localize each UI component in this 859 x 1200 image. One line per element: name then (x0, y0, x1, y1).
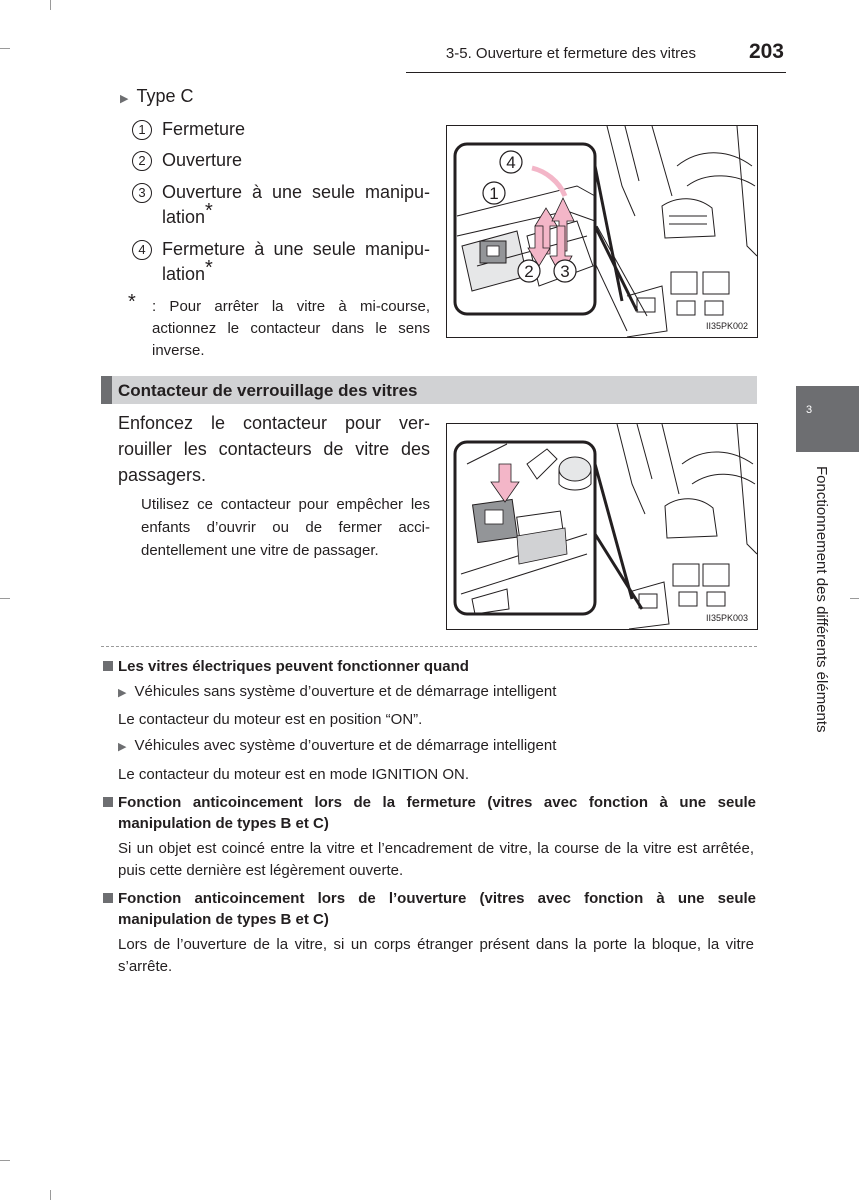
crop-mark (0, 48, 10, 49)
lock-instruction: Enfoncez le contacteur pour ver-rouiller les contacteurs de vitre des passagers. (118, 413, 430, 485)
callout-number: 2 (132, 151, 152, 171)
footnote-star: * (128, 291, 136, 313)
square-bullet-icon (103, 893, 113, 903)
list-item (162, 237, 430, 287)
page-number: 203 (748, 40, 784, 63)
note-text: Si un objet est coincé entre la vitre et l’encadrement de vitre, la course de la vitre est arrêtée, puis cette dernière est légèrement ouverte. (118, 840, 754, 879)
list-item (162, 180, 430, 230)
footnote-star: * (205, 257, 213, 279)
crop-mark (0, 598, 10, 599)
lock-explanation: Utilisez ce contacteur pour empêcher les enfants d’ouvrir ou de fermer acci-dentellement une vitre de passager. (141, 496, 430, 559)
item-text: Ouverture (162, 150, 243, 170)
figure-code: II35PK002 (706, 321, 749, 331)
window-switch-illustration (446, 125, 758, 338)
lock-switch-drawing (447, 424, 757, 629)
switch-drawing (447, 126, 757, 337)
note-heading: Fonction anticoincement lors de l’ouverture (vitres avec fonction à une seule manipulation de types B et C) (118, 890, 756, 928)
note-text: Lors de l’ouverture de la vitre, si un corps étranger présent dans la porte la bloque, la vitre s’arrête. (118, 936, 754, 975)
figure-callout-3: 3 (560, 262, 570, 281)
vehicle-condition (118, 683, 556, 700)
list-item (162, 148, 430, 173)
item-text: Fermeture à une seule manipu-lation (162, 239, 430, 284)
section-heading-marker (101, 376, 112, 404)
notes-divider (101, 646, 757, 647)
note-heading: Les vitres électriques peuvent fonctionner quand (118, 658, 469, 675)
triangle-bullet-icon: ▶ (120, 93, 129, 105)
footnote-star: * (205, 200, 213, 222)
callout-number: 4 (132, 240, 152, 260)
note-heading: Fonction anticoincement lors de la fermeture (vitres avec fonction à une seule manipulation de types B et C) (118, 794, 756, 832)
crop-mark (50, 0, 51, 10)
figure-callout-2: 2 (524, 262, 534, 281)
section-title: Contacteur de verrouillage des vitres (118, 381, 418, 400)
item-text: Fermeture (162, 119, 246, 139)
list-item (162, 117, 430, 142)
figure-callout-1: 1 (489, 184, 499, 203)
crop-mark (850, 598, 859, 599)
crop-mark (50, 1190, 51, 1200)
vehicle-condition-text: Véhicules sans système d’ouverture et de démarrage intelligent (134, 683, 557, 700)
figure-code: II35PK003 (706, 613, 749, 623)
type-c-heading (120, 86, 194, 107)
lock-switch-illustration (446, 423, 758, 630)
figure-callout-4: 4 (506, 153, 516, 172)
chapter-number: 3 (805, 404, 813, 416)
running-header: 3-5. Ouverture et fermeture des vitres (445, 45, 696, 62)
header-rule (406, 72, 786, 73)
note-text: Le contacteur du moteur est en mode IGNITION ON. (118, 766, 469, 783)
square-bullet-icon (103, 661, 113, 671)
crop-mark (0, 1160, 10, 1161)
triangle-bullet-icon: ▶ (118, 687, 127, 699)
footnote-text: : Pour arrêter la vitre à mi-course, actionnez le contacteur dans le sens inverse. (152, 298, 430, 359)
chapter-label: Fonctionnement des différents éléments (813, 466, 830, 733)
triangle-bullet-icon: ▶ (118, 741, 127, 753)
callout-number: 3 (132, 183, 152, 203)
callout-number: 1 (132, 120, 152, 140)
vehicle-condition (118, 737, 556, 754)
square-bullet-icon (103, 797, 113, 807)
note-text: Le contacteur du moteur est en position “ON”. (118, 711, 423, 728)
type-c-label: Type C (136, 86, 194, 106)
item-text: Ouverture à une seule manipu-lation (162, 182, 430, 227)
vehicle-condition-text: Véhicules avec système d’ouverture et de démarrage intelligent (134, 737, 557, 754)
chapter-tab (796, 386, 859, 452)
